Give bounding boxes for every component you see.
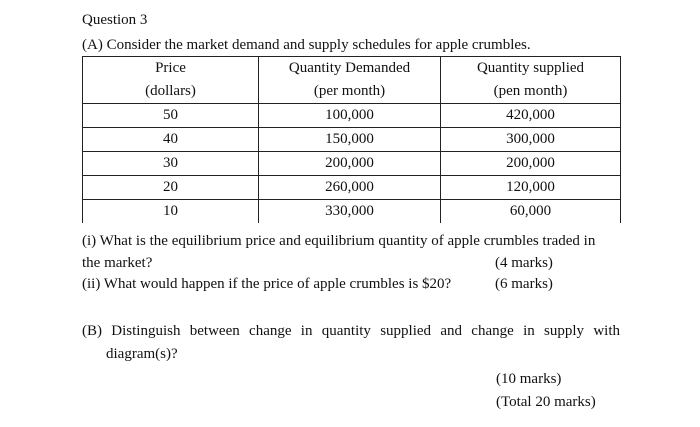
question-i-line1: (i) What is the equilibrium price and equilibrium quantity of apple crumbles traded in	[82, 233, 596, 249]
cell-demanded: 200,000	[259, 151, 441, 175]
cell-price: 30	[83, 151, 259, 175]
header-supplied: Quantity supplied	[441, 57, 621, 80]
header-supplied-unit: (pen month)	[441, 80, 621, 103]
part-b-line2: diagram(s)?	[106, 346, 178, 362]
cell-supplied: 60,000	[441, 200, 621, 223]
cell-price: 50	[83, 103, 259, 127]
cell-supplied: 200,000	[441, 151, 621, 175]
cell-supplied: 420,000	[441, 103, 621, 127]
header-row-1	[83, 57, 621, 80]
cell-demanded: 330,000	[259, 200, 441, 223]
table-row	[83, 200, 621, 223]
cell-demanded: 260,000	[259, 175, 441, 199]
total-marks: (Total 20 marks)	[496, 394, 596, 410]
header-demanded-unit: (per month)	[259, 80, 441, 103]
question-ii-marks: (6 marks)	[495, 276, 553, 292]
part-b-marks: (10 marks)	[496, 371, 562, 387]
part-a-intro: (A) Consider the market demand and supply schedules for apple crumbles.	[82, 37, 531, 53]
cell-price: 40	[83, 127, 259, 151]
cell-supplied: 120,000	[441, 175, 621, 199]
question-title: Question 3	[82, 12, 148, 28]
header-price-unit: (dollars)	[83, 80, 259, 103]
table-row	[83, 127, 621, 151]
cell-demanded: 150,000	[259, 127, 441, 151]
table-row	[83, 175, 621, 199]
header-demanded: Quantity Demanded	[259, 57, 441, 80]
schedule-table	[82, 56, 621, 223]
part-b-line1: (B) Distinguish between change in quantity supplied and change in supply with	[82, 323, 620, 339]
cell-price: 20	[83, 175, 259, 199]
question-i-line2: the market?	[82, 255, 153, 271]
cell-supplied: 300,000	[441, 127, 621, 151]
header-price: Price	[83, 57, 259, 80]
question-i-marks: (4 marks)	[495, 255, 553, 271]
question-ii: (ii) What would happen if the price of apple crumbles is $20?	[82, 276, 452, 292]
header-row-2	[83, 80, 621, 103]
table-row	[83, 103, 621, 127]
cell-demanded: 100,000	[259, 103, 441, 127]
cell-price: 10	[83, 200, 259, 223]
table-row	[83, 151, 621, 175]
